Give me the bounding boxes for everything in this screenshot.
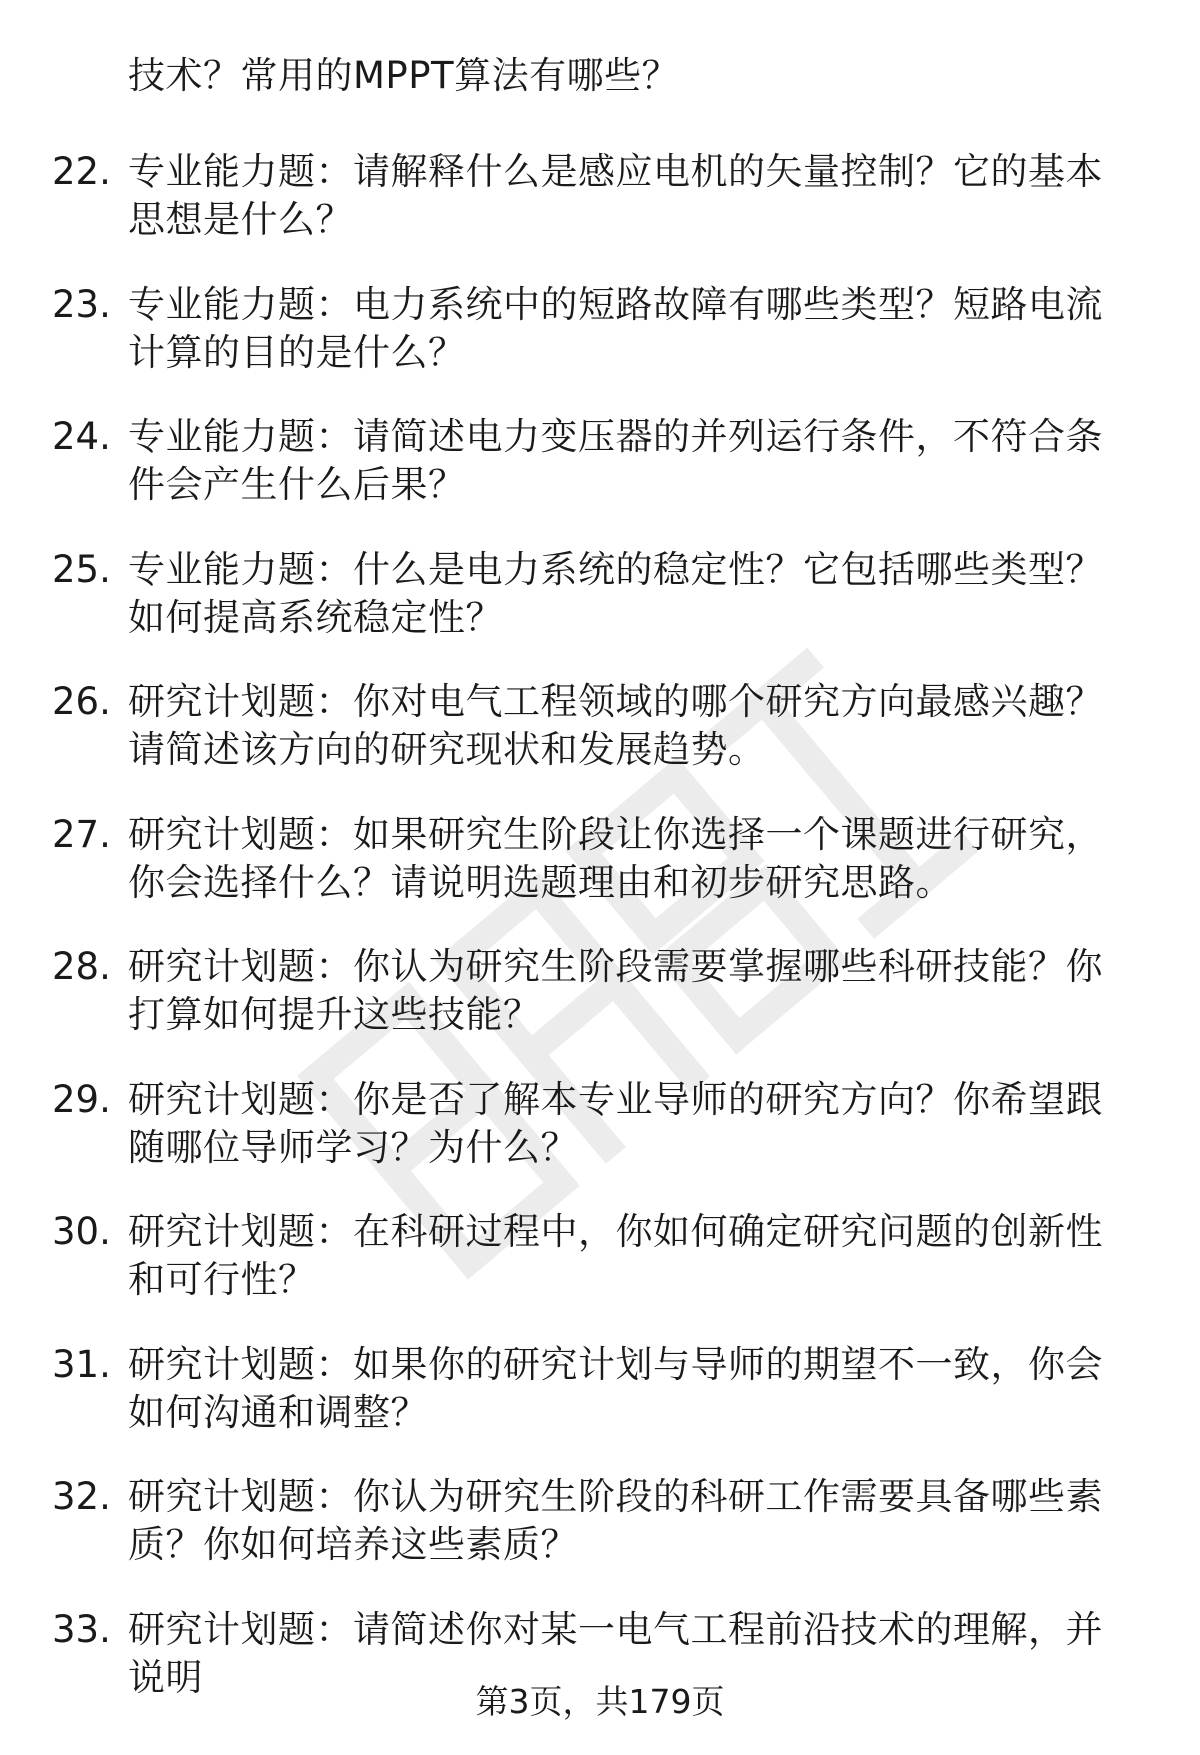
question-text: 研究计划题：你认为研究生阶段的科研工作需要具备哪些素质？你如何培养这些素质？ <box>128 1475 1103 1566</box>
question-number: 25. <box>52 547 111 591</box>
question-text: 专业能力题：什么是电力系统的稳定性？它包括哪些类型？如何提高系统稳定性？ <box>128 547 1103 639</box>
question-item <box>0 148 1200 281</box>
question-item <box>0 678 1200 811</box>
continued-question-text: 技术？常用的MPPT算法有哪些？ <box>128 54 680 97</box>
question-number: 28. <box>52 945 111 988</box>
question-item <box>0 943 1200 1076</box>
question-item <box>0 1341 1200 1474</box>
question-text: 研究计划题：你对电气工程领域的哪个研究方向最感兴趣？请简述该方向的研究现状和发展趋势。 <box>128 680 1103 771</box>
question-text: 研究计划题：你是否了解本专业导师的研究方向？你希望跟随哪位导师学习？为什么？ <box>128 1077 1103 1169</box>
question-list <box>0 148 1200 1738</box>
question-number: 31. <box>52 1342 111 1386</box>
question-text: 研究计划题：你认为研究生阶段需要掌握哪些科研技能？你打算如何提升这些技能？ <box>128 945 1103 1036</box>
question-text: 研究计划题：如果你的研究计划与导师的期望不一致，你会如何沟通和调整？ <box>128 1342 1103 1434</box>
question-item <box>0 281 1200 414</box>
question-item <box>0 1208 1200 1341</box>
question-item <box>0 413 1200 546</box>
question-item <box>0 546 1200 679</box>
question-number: 24. <box>52 415 111 458</box>
question-number: 22. <box>52 150 111 193</box>
question-text: 研究计划题：请简述你对某一电气工程前沿技术的理解，并说明 <box>128 1607 1103 1699</box>
question-text: 研究计划题：如果研究生阶段让你选择一个课题进行研究，你会选择什么？请说明选题理由和初步研究思路。 <box>128 812 1103 904</box>
question-number: 23. <box>52 282 111 326</box>
question-number: 29. <box>52 1077 111 1121</box>
question-text: 专业能力题：请解释什么是感应电机的矢量控制？它的基本思想是什么？ <box>128 150 1103 241</box>
question-text: 专业能力题：电力系统中的短路故障有哪些类型？短路电流计算的目的是什么？ <box>128 282 1103 374</box>
question-item <box>0 1473 1200 1606</box>
question-item <box>0 1076 1200 1209</box>
question-number: 27. <box>52 812 111 856</box>
question-text: 专业能力题：请简述电力变压器的并列运行条件，不符合条件会产生什么后果？ <box>128 415 1103 506</box>
question-text: 研究计划题：在科研过程中，你如何确定研究问题的创新性和可行性？ <box>128 1210 1103 1301</box>
question-number: 32. <box>52 1475 111 1518</box>
question-number: 26. <box>52 680 111 723</box>
question-number: 30. <box>52 1210 111 1253</box>
page-number-footer: 第3页，共179页 <box>475 1682 725 1721</box>
question-item <box>0 811 1200 944</box>
question-number: 33. <box>52 1607 111 1651</box>
